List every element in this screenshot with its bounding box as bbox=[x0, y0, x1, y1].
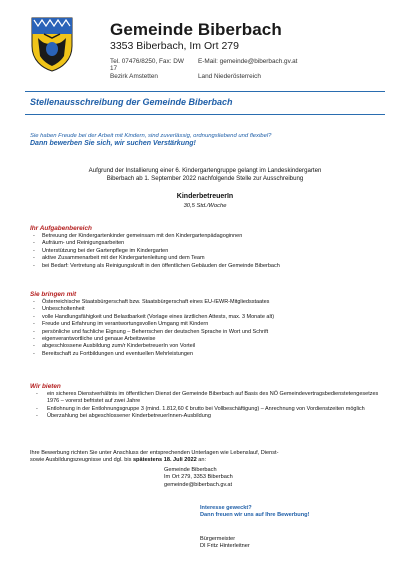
intro-question: Sie haben Freude bei der Arbeit mit Kindern, sind zuverlässig, ordnungsliebend und flexibel? bbox=[30, 133, 272, 139]
requirements-list bbox=[33, 299, 388, 358]
list-item: - ein sicheres Dienstverhältnis im öffentlichen Dienst der Gemeinde Biberbach auf Basis des NÖ Gemeindevertragsbedienstetengesetzes 1976 – vorerst befristet auf zwei Jahre bbox=[33, 391, 388, 406]
intro-block bbox=[30, 132, 380, 148]
signature-name: DI Fritz Hinterleitner bbox=[200, 543, 250, 550]
closing-line-2a: sowie Ausbildungszeugnisse und dgl. bis bbox=[30, 457, 133, 464]
interest-line-2: Dann freuen wir uns auf Ihre Bewerbung! bbox=[200, 512, 310, 519]
intro-callout-b: wir suchen Verstärkung! bbox=[114, 140, 196, 147]
letterhead bbox=[30, 16, 390, 80]
interest-callout bbox=[200, 505, 309, 520]
announcement-line-1: Aufgrund der Installierung einer 6. Kindergartengruppe gelangt im Landeskindergarten bbox=[88, 167, 322, 174]
signature-role: Bürgermeister bbox=[200, 536, 236, 542]
section-heading-offer: Wir bieten bbox=[30, 383, 61, 390]
state: Land Niederösterreich bbox=[198, 73, 261, 80]
recipient-street: Im Ort 279, 3353 Biberbach bbox=[164, 474, 233, 481]
list-item: - volle Handlungsfähigkeit und Belastbarkeit (Vorlage eines ärztlichen Attests, max. 3 Monate alt) bbox=[33, 314, 388, 321]
document-title: Stellenausschreibung der Gemeinde Biberbach bbox=[30, 97, 233, 107]
intro-callout-a: Dann bewerben Sie sich, bbox=[30, 140, 115, 147]
offer-list bbox=[33, 391, 388, 421]
deadline: spätestens 18. Juli 2022 bbox=[132, 457, 197, 464]
list-item: - persönliche und fachliche Eignung – Beherrschen der deutschen Sprache in Wort und Schrift bbox=[33, 329, 388, 336]
list-item: - Unterstützung bei der Gartenpflege im Kindergarten bbox=[33, 248, 388, 255]
list-item: - Betreuung der Kindergartenkinder gemeinsam mit den Kindergartenpädagoginnen bbox=[33, 233, 388, 240]
announcement bbox=[30, 167, 380, 183]
list-item: - Freude und Erfahrung im verantwortungsvollen Umgang mit Kindern bbox=[33, 321, 388, 328]
intro-callout bbox=[30, 140, 380, 148]
recipient-name: Gemeinde Biberbach bbox=[164, 467, 217, 473]
section-heading-requirements: Sie bringen mit bbox=[30, 291, 77, 298]
contact-block bbox=[110, 58, 390, 81]
job-hours: 30,5 Std./Woche bbox=[183, 203, 227, 209]
interest-line-1: Interesse geweckt? bbox=[200, 505, 252, 511]
closing-paragraph bbox=[30, 450, 380, 465]
municipality-address: 3353 Biberbach, Im Ort 279 bbox=[110, 40, 239, 52]
signature-block bbox=[200, 536, 250, 551]
recipient-address bbox=[164, 467, 233, 489]
closing-line-2c: an: bbox=[196, 457, 207, 464]
closing-line-1: Ihre Bewerbung richten Sie unter Anschluss der entsprechenden Unterlagen wie Lebenslauf, Dienst- bbox=[30, 450, 279, 456]
list-item: - bei Bedarf: Vertretung als Reinigungskraft in den öffentlichen Gebäuden der Gemeinde Biberbach bbox=[33, 263, 388, 270]
announcement-line-2: Biberbach ab 1. September 2022 nachfolgende Stelle zur Ausschreibung bbox=[106, 175, 304, 182]
title-rule-top bbox=[25, 91, 385, 92]
list-item: - aktive Zusammenarbeit mit der Kindergartenleitung und dem Team bbox=[33, 255, 388, 262]
recipient-email: gemeinde@biberbach.gv.at bbox=[164, 481, 233, 488]
title-rule-bottom bbox=[25, 114, 385, 115]
email-address: E-Mail: gemeinde@biberbach.gv.at bbox=[198, 58, 298, 65]
list-item: - Österreichische Staatsbürgerschaft bzw. Staatsbürgerschaft eines EU-/EWR-Mitgliedsstaates bbox=[33, 299, 388, 306]
job-title: KinderbetreuerIn bbox=[176, 193, 234, 200]
closing-line-2 bbox=[30, 457, 380, 464]
list-item: - Unbescholtenheit bbox=[33, 306, 388, 313]
list-item: - Bereitschaft zu Fortbildungen und eventuellen Mehrleistungen bbox=[33, 351, 388, 358]
list-item: - Aufräum- und Reinigungsarbeiten bbox=[33, 240, 388, 247]
phone-fax: Tel. 07476/8250, Fax: DW 17 bbox=[110, 58, 184, 72]
list-item: - eigenverantwortliche und genaue Arbeitsweise bbox=[33, 336, 388, 343]
tasks-list bbox=[33, 233, 388, 270]
municipality-name: Gemeinde Biberbach bbox=[110, 20, 282, 39]
coat-of-arms-icon bbox=[30, 16, 74, 72]
list-item: - abgeschlossene Ausbildung zum/r KinderbetreuerIn von Vorteil bbox=[33, 343, 388, 350]
section-heading-tasks: Ihr Aufgabenbereich bbox=[30, 225, 92, 232]
list-item: - Überzahlung bei abgeschlossener KinderbetreuerInnen-Ausbildung bbox=[33, 413, 388, 420]
district: Bezirk Amstetten bbox=[110, 73, 158, 80]
list-item: - Entlohnung in der Entlohnungsgruppe 3 (mind. 1.812,60 € brutto bei Vollbeschäftigung) – Anrechnung von Vordienstzeiten möglich bbox=[33, 406, 388, 413]
